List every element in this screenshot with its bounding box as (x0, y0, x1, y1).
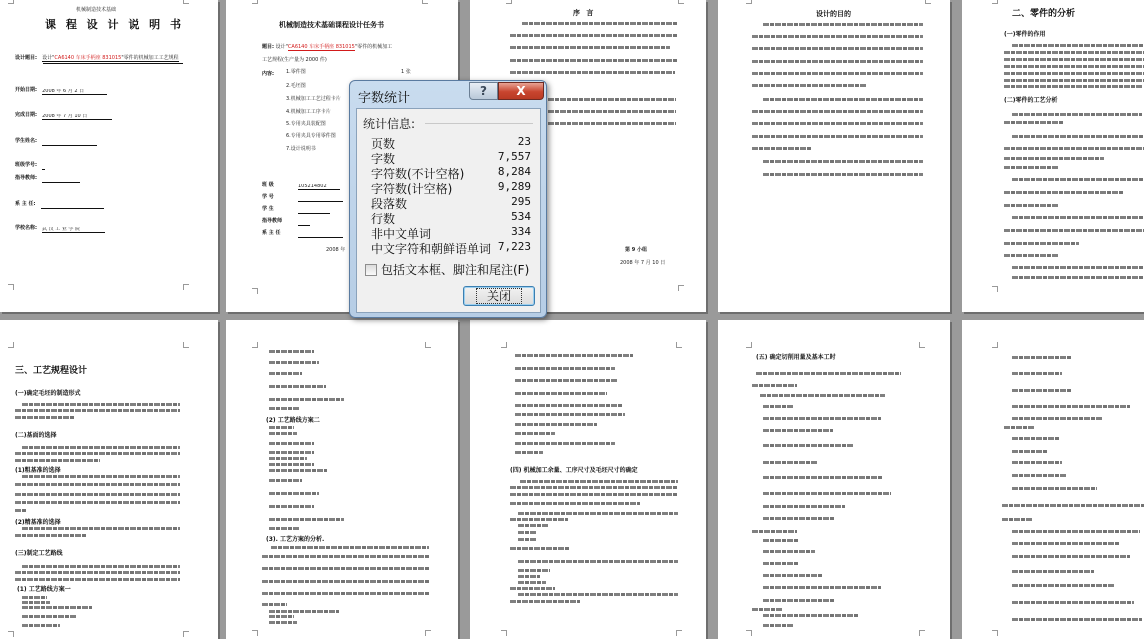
text-line (763, 173, 923, 176)
margin-mark (919, 630, 925, 636)
text-line (763, 492, 891, 495)
cover-field-dean: 系 主 任: (15, 190, 104, 209)
text-line (262, 580, 429, 583)
section-heading: (2) 工艺路线方案二 (266, 417, 320, 424)
text-line (763, 405, 793, 408)
margin-mark (252, 630, 258, 636)
text-line (510, 46, 670, 49)
stat-pages: 页数 23 (371, 135, 531, 151)
text-line (515, 413, 625, 416)
text-line (518, 593, 678, 596)
dialog-body (356, 108, 541, 313)
text-line (269, 432, 297, 435)
part-analysis-title: 二、零件的分析 (1012, 9, 1076, 19)
text-line (510, 518, 568, 521)
text-line (22, 403, 180, 406)
text-line (1004, 147, 1144, 150)
text-line (515, 367, 615, 370)
text-line (269, 518, 344, 521)
text-line (1012, 135, 1144, 138)
margin-mark (919, 342, 925, 348)
text-line (518, 512, 678, 515)
text-line (515, 451, 543, 454)
task-item: 2.毛坯图 (286, 83, 306, 89)
task-item: 7.设计说明书 (286, 146, 316, 152)
text-line (763, 539, 798, 542)
text-line (1012, 474, 1067, 477)
text-line (1012, 437, 1060, 440)
margin-mark (676, 630, 682, 636)
sign-field: 系 主 任 (262, 219, 343, 238)
preface-signature: 第 9 小组 (625, 247, 647, 253)
text-line (1012, 216, 1144, 219)
text-line (15, 501, 180, 504)
text-line (22, 606, 92, 609)
text-line (1004, 85, 1142, 88)
text-line (752, 608, 782, 611)
margin-mark (252, 0, 258, 4)
text-line (1004, 121, 1064, 124)
stat-asian-chars: 中文字符和朝鲜语单词 7,223 (371, 240, 531, 256)
close-button[interactable] (498, 82, 544, 100)
margin-mark (992, 0, 998, 4)
text-line (269, 621, 297, 624)
text-line (763, 614, 858, 617)
text-line (1012, 530, 1140, 533)
process-design-title: 三、工艺规程设计 (15, 366, 88, 376)
text-line (752, 84, 867, 87)
text-line (1004, 426, 1034, 429)
text-line (515, 354, 633, 357)
margin-mark (746, 630, 752, 636)
text-line (22, 475, 180, 478)
text-line (269, 479, 302, 482)
task-item: 1.零件图 (286, 69, 306, 75)
task-item1-qty: 1 张 (401, 69, 411, 75)
text-line (1012, 113, 1142, 116)
text-line (518, 569, 550, 572)
text-line (262, 592, 429, 595)
cover-field-topic: 设计题目: 设计"CA6140 车床手柄座 831015"零件的机械加工工艺规程 (15, 55, 179, 61)
stat-words: 字数 7,557 (371, 150, 531, 166)
text-line (520, 480, 678, 483)
text-line (15, 534, 87, 537)
close-dialog-button[interactable]: 关闭 (463, 286, 535, 306)
text-line (763, 444, 853, 447)
text-line (1004, 242, 1079, 245)
text-line (515, 392, 607, 395)
text-line (1012, 417, 1102, 420)
page-10-calculations[interactable] (962, 320, 1144, 639)
margin-mark (992, 286, 998, 292)
text-line (1012, 372, 1062, 375)
task-item: 6.专用夹具专用零件图 (286, 133, 336, 139)
text-line (518, 524, 548, 527)
text-line (752, 35, 923, 38)
margin-mark (8, 342, 14, 348)
stat-chars-no-spaces: 字符数(不计空格) 8,284 (371, 165, 531, 181)
text-line (15, 409, 180, 412)
margin-mark (501, 630, 507, 636)
text-line (269, 398, 344, 401)
page-1-cover[interactable] (0, 0, 218, 312)
text-line (752, 47, 923, 50)
close-icon: X (516, 84, 526, 98)
text-line (262, 567, 429, 570)
text-line (1012, 601, 1134, 604)
text-line (510, 600, 580, 603)
task-topic: 题目: 设计"CA6140 车床手柄座 831015"零件的机械加工 (262, 44, 393, 50)
cover-field-advisor: 指导教师: (15, 164, 80, 183)
text-line (1004, 65, 1144, 68)
underline (43, 62, 183, 64)
cover-field-school: 学校名称: 武 汉 工 业 学 院 (15, 214, 105, 233)
section-heading: (1) 工艺路线方案一 (17, 586, 71, 593)
text-line (1004, 72, 1144, 75)
text-line (1002, 504, 1144, 507)
text-line (752, 110, 923, 113)
text-line (763, 429, 833, 432)
text-line (22, 565, 180, 568)
task-title: 机械制造技术基础课程设计任务书 (279, 21, 384, 29)
text-line (510, 71, 675, 74)
text-line (515, 432, 555, 435)
task-item: 5.专用夹具装配图 (286, 121, 326, 127)
text-line (269, 610, 339, 613)
margin-mark (8, 284, 14, 290)
text-line (269, 457, 307, 460)
text-line (15, 509, 27, 512)
text-line (752, 72, 923, 75)
task-item: 4.机械加工工序卡片 (286, 109, 331, 115)
margin-mark (183, 284, 189, 290)
margin-mark (425, 630, 431, 636)
sign-field: 指导教师 (262, 207, 310, 226)
margin-mark (8, 631, 14, 637)
sign-field: 班 级 105214802 (262, 171, 340, 190)
section-heading: (2)精基准的选择 (15, 519, 61, 526)
section-heading: (一)确定毛坯的制造形式 (15, 390, 81, 397)
task-content-label: 内容: (262, 71, 274, 77)
text-line (1012, 356, 1072, 359)
text-line (510, 34, 677, 37)
text-line (510, 59, 677, 62)
text-line (269, 505, 314, 508)
text-line (756, 372, 901, 375)
margin-mark (746, 0, 752, 4)
page-6-process-design[interactable] (0, 320, 218, 639)
text-line (515, 442, 615, 445)
text-line (752, 530, 797, 533)
text-line (763, 98, 923, 101)
preface-date: 2008 年 7 月 10 日 (620, 260, 666, 266)
margin-mark (501, 342, 507, 348)
statistics-group-title: 统计信息: (363, 117, 416, 131)
text-line (752, 384, 797, 387)
margin-mark (183, 0, 189, 4)
text-line (1012, 389, 1072, 392)
text-line (518, 531, 536, 534)
margin-mark (8, 0, 14, 4)
text-line (752, 147, 812, 150)
text-line (518, 581, 546, 584)
text-line (515, 404, 623, 407)
checkbox-label: 包括文本框、脚注和尾注(F) (381, 263, 530, 277)
sign-field: 学 号 (262, 183, 343, 202)
text-line (1012, 44, 1144, 47)
margin-mark (425, 342, 431, 348)
text-line (22, 527, 180, 530)
text-line (752, 122, 923, 125)
margin-mark (992, 630, 998, 636)
stat-paragraphs: 段落数 295 (371, 195, 531, 211)
margin-mark (678, 285, 684, 291)
text-line (271, 546, 429, 549)
margin-mark (252, 342, 258, 348)
text-line (269, 385, 326, 388)
text-line (1012, 461, 1062, 464)
section-heading: (1)粗基准的选择 (15, 467, 61, 474)
text-line (548, 98, 676, 101)
text-line (22, 601, 50, 604)
text-line (752, 135, 923, 138)
text-line (1012, 276, 1144, 279)
text-line (269, 451, 314, 454)
page-7-process-routes[interactable] (226, 320, 458, 639)
help-icon: ? (480, 84, 487, 98)
text-line (1004, 166, 1059, 169)
text-line (763, 624, 793, 627)
cover-field-start: 开始日期: 2008 年 6 月 2 日 (15, 76, 107, 95)
text-line (510, 502, 640, 505)
section-heading: (3). 工艺方案的分析. (266, 536, 325, 543)
margin-mark (746, 342, 752, 348)
text-line (1004, 204, 1059, 207)
text-line (1012, 450, 1047, 453)
text-line (22, 624, 60, 627)
text-line (515, 379, 618, 382)
text-line (518, 538, 536, 541)
text-line (1004, 254, 1059, 257)
task-date: 2008 年 (326, 247, 346, 253)
text-line (15, 483, 180, 486)
text-line (262, 555, 429, 558)
text-line (1004, 51, 1144, 54)
text-line (548, 122, 676, 125)
dialog-title: 字数统计 (358, 91, 411, 106)
margin-mark (925, 0, 931, 4)
text-line (269, 407, 299, 410)
text-line (763, 476, 883, 479)
text-line (510, 547, 570, 550)
text-line (763, 461, 818, 464)
text-line (269, 615, 294, 618)
stat-lines: 行数 534 (371, 210, 531, 226)
text-line (269, 527, 299, 530)
group-divider (425, 123, 533, 124)
text-line (763, 517, 835, 520)
margin-mark (992, 342, 998, 348)
part-analysis-sub1: (一)零件的作用 (1004, 31, 1046, 38)
margin-mark (183, 631, 189, 637)
text-line (262, 603, 287, 606)
margin-mark (252, 288, 258, 294)
stat-chars-with-spaces: 字符数(计空格) 9,289 (371, 180, 531, 196)
margin-mark (183, 342, 189, 348)
text-line (548, 110, 676, 113)
preface-title: 序 言 (573, 9, 596, 17)
text-line (1012, 487, 1097, 490)
text-line (269, 442, 314, 445)
text-line (763, 574, 823, 577)
text-line (15, 493, 180, 496)
text-line (1004, 157, 1104, 160)
section-heading: (四) 机械加工余量、工序尺寸及毛坯尺寸的确定 (510, 467, 638, 474)
section-heading: (三)制定工艺路线 (15, 550, 63, 557)
text-line (522, 22, 677, 25)
text-line (15, 571, 180, 574)
text-line (22, 596, 47, 599)
sign-field: 学 生 (262, 195, 330, 214)
text-line (269, 361, 319, 364)
text-line (515, 423, 597, 426)
text-line (510, 587, 555, 590)
text-line (1012, 178, 1144, 181)
text-line (269, 463, 314, 466)
text-line (763, 550, 815, 553)
text-line (22, 615, 77, 618)
page-4-purpose[interactable] (718, 0, 950, 312)
margin-mark (422, 0, 428, 4)
cover-field-end: 完成日期: 2008 年 7 月 10 日 (15, 101, 112, 120)
text-line (763, 599, 835, 602)
checkbox-box[interactable] (365, 264, 377, 276)
text-line (269, 426, 294, 429)
text-line (1012, 405, 1130, 408)
text-line (22, 446, 180, 449)
text-line (15, 578, 180, 581)
text-line (15, 452, 180, 455)
text-line (1004, 191, 1124, 194)
text-line (1012, 618, 1142, 621)
page-9-cutting-params[interactable] (718, 320, 950, 639)
text-line (1004, 79, 1144, 82)
part-analysis-sub2: (二)零件的工艺分析 (1004, 97, 1058, 104)
purpose-title: 设计的目的 (816, 10, 851, 18)
text-line (269, 469, 327, 472)
text-line (763, 417, 881, 420)
include-textboxes-footnotes-checkbox[interactable] (365, 261, 529, 278)
text-line (269, 492, 319, 495)
text-line (752, 60, 923, 63)
text-line (1012, 555, 1130, 558)
text-line (518, 560, 678, 563)
section-heading: (五) 确定切削用量及基本工时 (756, 354, 836, 361)
section-heading: (二)基面的选择 (15, 432, 57, 439)
page-5-part-analysis[interactable] (962, 0, 1144, 312)
page-8-allowances[interactable] (470, 320, 706, 639)
task-item: 3.机械加工工艺过程卡片 (286, 96, 341, 102)
text-line (510, 493, 678, 496)
margin-mark (506, 0, 512, 4)
text-line (1012, 584, 1114, 587)
text-line (763, 586, 881, 589)
task-topic-line2: 工艺规程(生产量为 2000 件) (262, 57, 327, 63)
margin-mark (676, 342, 682, 348)
text-line (15, 416, 75, 419)
cover-field-student: 学生姓名: (15, 127, 97, 146)
text-line (269, 372, 302, 375)
text-line (1004, 229, 1144, 232)
stat-non-asian-words: 非中文单词 334 (371, 225, 531, 241)
text-line (1004, 58, 1144, 61)
text-line (269, 350, 314, 353)
text-line (15, 459, 100, 462)
margin-mark (678, 0, 684, 4)
text-line (1012, 542, 1120, 545)
text-line (760, 394, 885, 397)
text-line (763, 505, 845, 508)
cover-title: 课 程 设 计 说 明 书 (45, 18, 184, 31)
text-line (518, 575, 540, 578)
text-line (510, 486, 678, 489)
help-button[interactable] (469, 82, 498, 100)
cover-field-class: 班级学号: (15, 151, 45, 170)
text-line (1012, 570, 1094, 573)
text-line (763, 562, 798, 565)
text-line (1012, 266, 1144, 269)
cover-header: 机械制造技术基础 (76, 7, 117, 13)
text-line (763, 23, 923, 26)
text-line (1002, 518, 1032, 521)
word-count-dialog[interactable] (349, 80, 547, 318)
text-line (763, 160, 923, 163)
